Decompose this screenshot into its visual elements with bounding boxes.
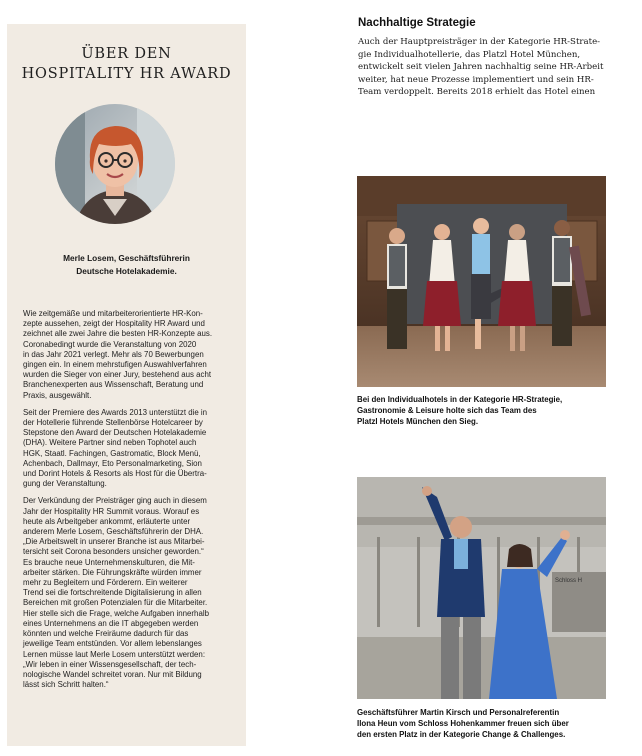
text-line: Seit der Premiere des Awards 2013 unterstützt die in: [23, 407, 208, 417]
building-sign-text: Schloss H: [555, 578, 583, 584]
paragraph: [23, 309, 238, 401]
text-line: der Hotellerie führende Stellenbörse Hotelcareer by: [23, 418, 203, 428]
text-line: Es brauche neue Unternehmenskulturen, die Mit-: [23, 557, 195, 567]
caption-line: den ersten Platz in der Kategorie Change & Challenges.: [357, 730, 566, 740]
text-line: und Dorint Hotels & Resorts als Host für die Übertra-: [23, 469, 207, 479]
article-line: entwickelt seit vielen Jahren nachhaltig seine HR-Arbeit: [358, 62, 604, 73]
text-line: (DHA). Weitere Partner sind neben Tophotel auch: [23, 438, 197, 448]
text-line: wurden die Sieger von einer Jury, bestehend aus acht: [23, 370, 212, 380]
portrait-caption: [7, 252, 246, 278]
text-line: Wie zeitgemäße und mitarbeiterorientierte HR-Kon-: [23, 309, 203, 318]
winners-photo-caption: [357, 707, 617, 741]
text-line: jeweilige Team entstünden. Vor allem lebenslanges: [23, 639, 202, 649]
text-line: Bereichen mit großen Potenzialen für die Mitarbeiter.: [23, 598, 208, 608]
text-line: Lernen müsse laut Merle Losem unterstützt werden:: [23, 649, 206, 659]
text-line: könnten und welche Freiräume dadurch für das: [23, 629, 189, 639]
caption-line: Geschäftsführer Martin Kirsch und Personalreferentin: [357, 708, 560, 717]
text-line: tersicht seit Corona besonders unsicher geworden.“: [23, 547, 204, 557]
winners-photo: [357, 477, 606, 699]
text-line: Hier stelle sich die Frage, welche Aufgaben innerhalb: [23, 608, 209, 618]
section-heading: Nachhaltige Strategie: [358, 17, 476, 29]
text-line: Branchenexperten aus Wissenschaft, Beratung und: [23, 380, 204, 390]
article-line: gie Individualhotellerie, das Platzl Hotel München,: [358, 49, 581, 60]
caption-line: Bei den Individualhotels in der Kategorie HR-Strategie,: [357, 395, 563, 404]
text-line: zeichnet alle zwei Jahre die besten HR-Konzepte aus.: [23, 329, 213, 339]
portrait-photo: [55, 104, 175, 224]
text-line: Der Verkündung der Preisträger ging auch in diesem: [23, 496, 207, 506]
text-line: gingen ein. In einem mehrstufigen Auswahlverfahren: [23, 360, 207, 370]
text-line: Stepstone den Award der Deutschen Hotelakademie: [23, 428, 207, 438]
text-line: Coronabedingt wurde die Veranstaltung von 2020: [23, 339, 197, 349]
text-line: „Die Arbeitswelt in unserer Branche ist aus Mitarbei-: [23, 537, 205, 547]
text-line: Trend sei die fortschreitende Digitalisierung in allen: [23, 588, 202, 598]
paragraph: [23, 496, 238, 690]
portrait-caption-line: Merle Losem, Geschäftsführerin: [63, 253, 190, 263]
text-line: Jahr der Hospitality HR Summit voraus. Worauf es: [23, 506, 200, 516]
portrait-caption-line: Deutsche Hotelakademie.: [76, 266, 177, 276]
text-line: Praxis, ausgewählt.: [23, 390, 92, 400]
info-box-title-line: ÜBER DEN: [81, 46, 172, 62]
info-box: [7, 24, 246, 746]
info-box-title: [7, 44, 246, 84]
text-line: heute als Arbeitgeber ankommt, erläuterte unter: [23, 516, 191, 526]
text-line: zepte aussehen, zeigt der Hospitality HR Award und: [23, 319, 205, 329]
article-line: Team verdoppelt. Bereits 2018 erhielt das Hotel einen: [358, 87, 596, 98]
info-box-body: [23, 309, 238, 697]
text-line: lässt sich Schritt halten.“: [23, 680, 109, 690]
text-line: arbeiter stärken. Die Führungskräfte würden immer: [23, 567, 202, 577]
text-line: „Wir leben in einer Wissensgesellschaft, der tech-: [23, 659, 197, 669]
article-line: Auch der Hauptpreisträger in der Kategorie HR-Strate-: [358, 37, 601, 47]
caption-line: Platzl Hotels München den Sieg.: [357, 417, 479, 427]
article-text: [358, 36, 608, 99]
text-line: nologische Wandel schreitet voran. Nur mit Bildung: [23, 669, 202, 679]
info-box-title-line: HOSPITALITY HR AWARD: [21, 66, 232, 82]
text-line: anderem Merle Losem, Geschäftsführerin der DHA.: [23, 527, 204, 537]
text-line: in das Jahr 2021 verlegt. Mehr als 70 Bewerbungen: [23, 349, 204, 359]
text-line: gung der Veranstaltung.: [23, 479, 107, 489]
team-photo-caption: [357, 394, 617, 428]
text-line: mehr zu Begleitern und Förderern. Ein weiterer: [23, 578, 188, 588]
paragraph: [23, 408, 238, 490]
text-line: HGK, Staatl. Fachingen, Gastromatic, Block Menü,: [23, 448, 201, 458]
article-line: weiter, hat neue Prozesse implementiert und sein HR-: [358, 74, 594, 85]
caption-line: Ilona Heun vom Schloss Hohenkammer freuen sich über: [357, 719, 569, 729]
team-photo: [357, 176, 606, 387]
text-line: Achenbach, Dallmayr, Eto Personalmarketing, Sion: [23, 458, 202, 468]
caption-line: Gastronomie & Leisure holte sich das Team des: [357, 406, 537, 416]
text-line: eines Unternehmens an die IT abgegeben werden: [23, 618, 199, 628]
